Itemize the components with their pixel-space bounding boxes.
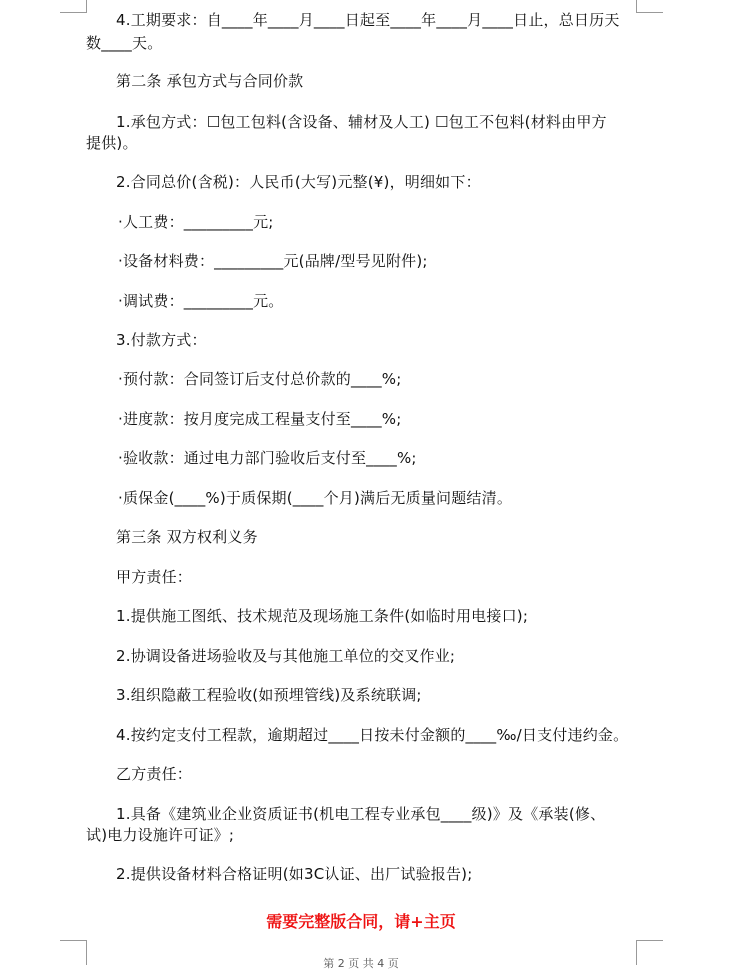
party-b-duty-2: 2.提供设备材料合格证明(如3C认证、出厂试验报告); bbox=[116, 865, 473, 883]
clause-duration-cont: 数____天。 bbox=[86, 34, 163, 52]
clause-contract-mode-cont: 提供)。 bbox=[86, 134, 138, 152]
party-a-duty-4: 4.按约定支付工程款，逾期超过____日按未付金额的____‰/日支付违约金。 bbox=[116, 726, 629, 744]
party-a-duty-3: 3.组织隐蔽工程验收(如预埋管线)及系统联调; bbox=[116, 686, 422, 704]
crop-mark-top-left bbox=[60, 0, 87, 13]
full-version-notice: 需要完整版合同，请+主页 bbox=[266, 912, 456, 931]
item-retention-money: ·质保金(____%)于质保期(____个月)满后无质量问题结清。 bbox=[118, 489, 513, 507]
clause-contract-mode: 1.承包方式：☐包工包料(含设备、辅材及人工) ☐包工不包料(材料由甲方 bbox=[116, 113, 607, 131]
party-b-heading: 乙方责任： bbox=[116, 765, 193, 783]
article-2-heading: 第二条 承包方式与合同价款 bbox=[116, 72, 304, 90]
article-3-heading: 第三条 双方权利义务 bbox=[116, 528, 258, 546]
item-advance-payment: ·预付款：合同签订后支付总价款的____%; bbox=[118, 370, 402, 388]
item-equipment-cost: ·设备材料费：_________元(品牌/型号见附件); bbox=[118, 252, 428, 270]
clause-payment-method: 3.付款方式： bbox=[116, 331, 207, 349]
item-labor-cost: ·人工费：_________元; bbox=[118, 213, 274, 231]
item-progress-payment: ·进度款：按月度完成工程量支付至____%; bbox=[118, 410, 402, 428]
item-debug-cost: ·调试费：_________元。 bbox=[118, 292, 284, 310]
clause-duration: 4.工期要求：自____年____月____日起至____年____月____日止，总日历天 bbox=[116, 11, 620, 29]
party-a-heading: 甲方责任： bbox=[116, 568, 193, 586]
party-a-duty-2: 2.协调设备进场验收及与其他施工单位的交叉作业; bbox=[116, 647, 456, 665]
item-acceptance-payment: ·验收款：通过电力部门验收后支付至____%; bbox=[118, 449, 417, 467]
page-number-footer: 第 2 页 共 4 页 bbox=[323, 957, 399, 970]
party-a-duty-1: 1.提供施工图纸、技术规范及现场施工条件(如临时用电接口); bbox=[116, 607, 529, 625]
party-b-duty-1-cont: 试)电力设施许可证》; bbox=[86, 826, 235, 844]
clause-total-price: 2.合同总价(含税)：人民币(大写)元整(¥)，明细如下： bbox=[116, 173, 481, 191]
party-b-duty-1: 1.具备《建筑业企业资质证书(机电工程专业承包____级)》及《承装(修、 bbox=[116, 805, 606, 823]
